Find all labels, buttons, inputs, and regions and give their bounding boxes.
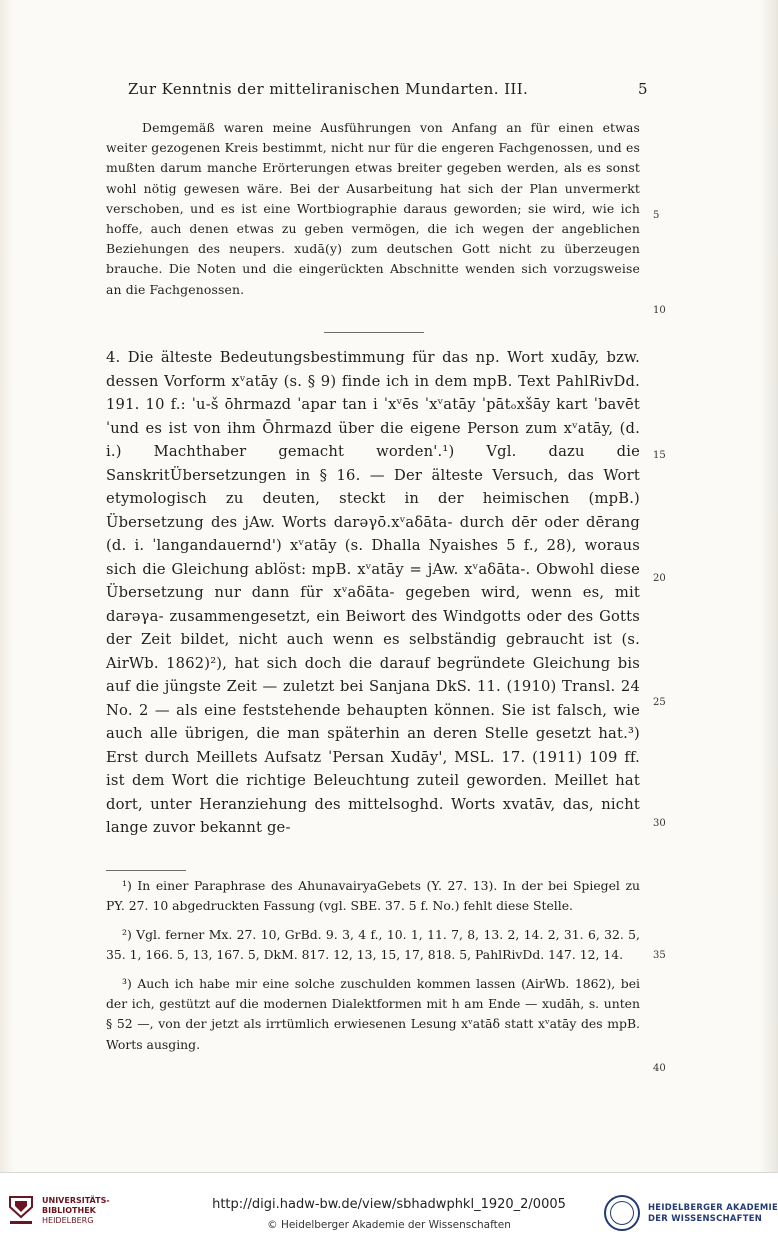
ub-logo-line-3: HEIDELBERG (42, 1216, 94, 1225)
section-paragraph: 4. Die älteste Bedeutungsbestimmung für das np. Wort xudāy, bzw. dessen Vorform xᵛatāy (s. § 9) finde ich in dem mpB. Text PahlRivDd. 191. 10 f.: ˈu-š ōhrmazd ˈapar tan i ˈxᵛēs ˈxᵛatāy ˈpātₒxšāy kart ˈbavēt ˈund es ist von ihm Ōhrmazd über die eigene Person zum xᵛatāy, (d. i.) Machthaber gemacht worden'.¹) Vgl. dazu die SanskritÜbersetzungen in § 16. — Der älteste Versuch, das Wort etymologisch zu deuten, steckt in der heimischen (mpB.) Übersetzung des jAw. Worts darəγō.xᵛaδāta- durch dēr oder dērang (d. i. ˈlangandauernd') xᵛatāy (s. Dhalla Nyaishes 5 f., 28), woraus sich die Gleichung ablöst: mpB. xᵛatāy = jAw. xᵛaδāta-. Obwohl diese Übersetzung nur dann für xᵛaδāta- gegeben wird, wenn es, mit darəγa- zusammengesetzt, ein Beiwort des Windgotts oder des Gotts der Zeit bildet, nicht auch wenn es selbständig gebraucht ist (s. AirWb. 1862)²), hat sich doch die darauf begründete Gleichung bis auf die jüngste Zeit — zuletzt bei Sanjana DkS. 11. (1910) Transl. 24 No. 2 — als eine feststehende behaupten können. Sie ist falsch, wie auch alle übrigen, die man späterhin an deren Stelle gesetzt hat.³) Erst durch Meillets Aufsatz ˈPersan Xudāy', MSL. 17. (1911) 109 ff. ist dem Wort die richtige Beleuchtung zuteil geworden. Meillet hat dort, unter Heranziehung des mittelsoghd. Worts xvatāv, das, nicht lange zuvor bekannt ge- (106, 349, 640, 836)
line-number: 20 (653, 573, 666, 584)
section-divider (324, 332, 424, 333)
hadw-seal-icon (604, 1195, 640, 1231)
footnote-divider (106, 870, 186, 871)
hadw-logo-line-2: DER WISSENSCHAFTEN (648, 1213, 763, 1223)
line-number: 10 (653, 305, 666, 316)
ub-logo-line-1: UNIVERSITÄTS- (42, 1196, 110, 1205)
running-header (128, 80, 648, 98)
line-number: 35 (653, 950, 666, 961)
line-number: 5 (653, 210, 660, 221)
viewer-footer (0, 1172, 778, 1243)
hadw-logo[interactable] (604, 1195, 778, 1231)
section-block (106, 346, 640, 840)
line-number: 25 (653, 697, 666, 708)
intro-paragraph: Demgemäß waren meine Ausführungen von Anfang an für einen etwas weiter gezogenen Kreis bestimmt, nicht nur für die engeren Fachgenossen, und es mußten darum manche Erörterungen etwas breiter gegeben werden, als es sonst wohl nötig gewesen wäre. Bei der Ausarbeitung hat sich der Plan unvermerkt verschoben, und es ist eine Wortbiographie daraus geworden; sie wird, wie ich hoffe, auch denen etwas zu geben vermögen, die ich wegen der angeblichen Beziehungen des neupers. xudā(y) zum deutschen Gott nicht zu überzeugen brauche. Die Noten und die eingerückten Abschnitte wenden sich vorzugsweise an die Fachgenossen. (106, 120, 640, 297)
intro-block (106, 118, 640, 300)
hadw-logo-line-1: HEIDELBERGER AKADEMIE (648, 1202, 778, 1212)
page-number: 5 (638, 80, 648, 98)
line-number: 30 (653, 818, 666, 829)
footnote-2: ²) Vgl. ferner Mx. 27. 10, GrBd. 9. 3, 4 f., 10. 1, 11. 7, 8, 13. 2, 14. 2, 31. 6, 32. 5, 35. 1, 166. 5, 13, 167. 5, DkM. 817. 12, 13, 15, 17, 818. 5, PahlRivDd. 147. 12, 14. (106, 926, 640, 963)
line-number: 40 (653, 1063, 666, 1074)
line-number: 15 (653, 450, 666, 461)
ub-logo-line-2: BIBLIOTHEK (42, 1206, 96, 1215)
footnote-3: ³) Auch ich habe mir eine solche zuschulden kommen lassen (AirWb. 1862), bei der ich, gestützt auf die modernen Dialektformen mit h am Ende — xudāh, s. unten § 52 —, von der jetzt als irrtümlich erwiesenen Lesung xᵛatāδ statt xᵛatāy des mpB. Worts ausging. (106, 975, 640, 1052)
footnotes (106, 876, 640, 1063)
copyright-notice: © Heidelberger Akademie der Wissenschaften (267, 1219, 511, 1231)
footnote-1: ¹) In einer Paraphrase des AhunavairyaGebets (Y. 27. 13). In der bei Spiegel zu PY. 27. 10 abgedruckten Fassung (vgl. SBE. 37. 5 f. No.) fehlt diese Stelle. (106, 878, 640, 914)
permalink-url[interactable]: http://digi.hadw-bw.de/view/sbhadwphkl_1920_2/0005 (212, 1197, 566, 1212)
running-title: Zur Kenntnis der mitteliranischen Mundarten. III. (128, 80, 529, 98)
